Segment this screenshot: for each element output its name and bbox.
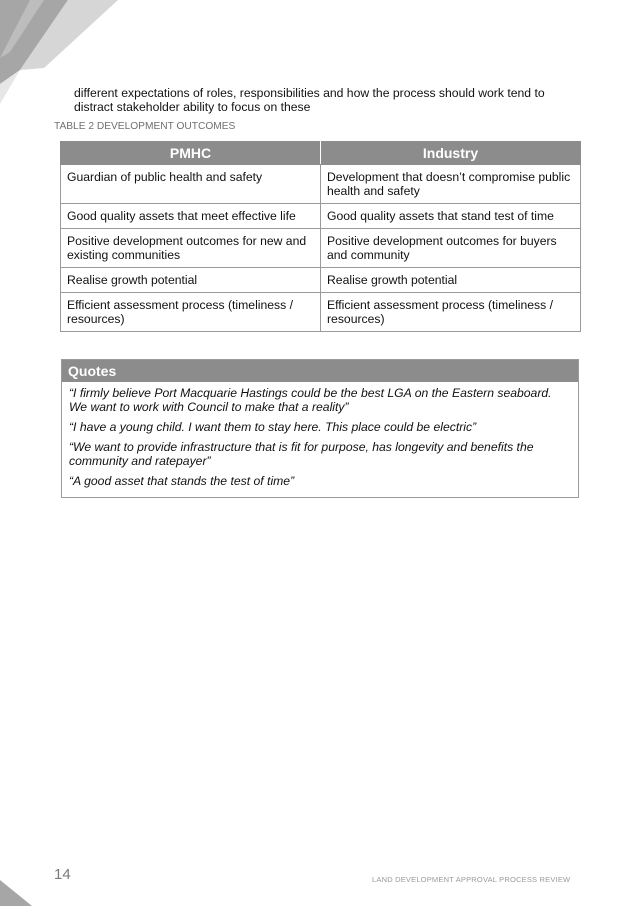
quote-item: “We want to provide infrastructure that is fit for purpose, has longevity and benefits the community and ratepayer”	[69, 440, 534, 468]
column-header-industry: Industry	[321, 142, 581, 165]
intro-paragraph: different expectations of roles, responsibilities and how the process should work tend to distract stakeholder ability to focus on these	[74, 86, 545, 114]
table-cell: Realise growth potential	[321, 268, 581, 293]
page-number: 14	[54, 866, 71, 883]
table-cell: Good quality assets that stand test of time	[321, 204, 581, 229]
table-header-row	[61, 142, 581, 165]
table-row	[61, 229, 581, 268]
table-row	[61, 165, 581, 204]
quotes-box	[61, 359, 579, 498]
table-cell: Realise growth potential	[61, 268, 321, 293]
quote-item: “A good asset that stands the test of time”	[69, 474, 295, 488]
table-row	[61, 268, 581, 293]
table-caption: TABLE 2 DEVELOPMENT OUTCOMES	[54, 121, 236, 132]
quotes-title: Quotes	[62, 360, 578, 382]
quote-item: “I have a young child. I want them to stay here. This place could be electric”	[69, 420, 477, 434]
column-header-pmhc: PMHC	[61, 142, 321, 165]
table-cell: Positive development outcomes for new and existing communities	[61, 229, 321, 268]
table-cell: Good quality assets that meet effective life	[61, 204, 321, 229]
corner-decoration-bottom	[0, 866, 40, 906]
quote-item: “I firmly believe Port Macquarie Hastings could be the best LGA on the Eastern seaboard. We want to work with Council to make that a reality”	[69, 386, 552, 414]
development-outcomes-table	[60, 141, 581, 332]
table-cell: Development that doesn’t compromise public health and safety	[321, 165, 581, 204]
table-cell: Efficient assessment process (timeliness / resources)	[61, 293, 321, 332]
table-row	[61, 293, 581, 332]
table-row	[61, 204, 581, 229]
footer-document-title: LAND DEVELOPMENT APPROVAL PROCESS REVIEW	[372, 875, 571, 884]
table-cell: Positive development outcomes for buyers and community	[321, 229, 581, 268]
table-cell: Efficient assessment process (timeliness / resources)	[321, 293, 581, 332]
table-cell: Guardian of public health and safety	[61, 165, 321, 204]
